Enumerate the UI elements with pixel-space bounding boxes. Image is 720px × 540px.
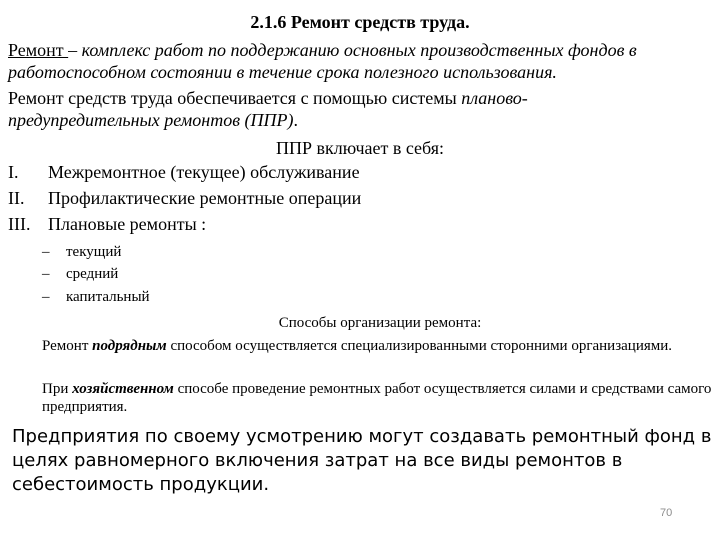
list-dash: – (42, 289, 50, 305)
ppr-intro-italic-start: планово- (461, 88, 528, 108)
ppr-intro-line-1 (8, 87, 714, 109)
contract-method-paragraph (42, 337, 712, 355)
repair-fund-line-3: себестоимость продукции. (12, 474, 270, 495)
definition-text-start: – комплекс работ по поддержанию основных производственных фондов в (68, 40, 637, 60)
ppr-intro-line-2 (8, 109, 714, 131)
inhouse-method-term: хозяйственном (72, 381, 174, 397)
definition-line-2: работоспособном состоянии в течение срока полезного использования. (8, 62, 557, 82)
contract-method-text: способом осуществляется специализированными сторонними организациями. (166, 338, 673, 354)
list-dash: – (42, 266, 50, 282)
ppr-item-number: III. (8, 214, 31, 234)
repair-fund-line-1: Предприятия по своему усмотрению могут создавать ремонтный фонд в (12, 426, 712, 447)
repair-type-item (42, 287, 150, 307)
repair-fund-paragraph (12, 425, 714, 497)
repair-type-text: средний (66, 266, 119, 282)
page-number: 70 (660, 507, 673, 519)
ppr-item-text: Плановые ремонты : (48, 214, 207, 234)
repair-type-text: текущий (66, 244, 122, 260)
inhouse-method-paragraph (42, 380, 712, 416)
ppr-item (8, 187, 361, 209)
repair-type-item (42, 264, 118, 284)
definition-term: Ремонт (8, 40, 69, 60)
definition-line-1 (8, 39, 714, 61)
repair-definition (8, 39, 714, 83)
ppr-heading: ППР включает в себя: (275, 138, 445, 158)
contract-method-term: подрядным (92, 338, 167, 354)
repair-fund-line-2: целях равномерного включения затрат на все виды ремонтов в (12, 450, 623, 471)
ppr-intro-plain: Ремонт средств труда обеспечивается с помощью системы (8, 88, 462, 108)
inhouse-method-text: способе проведение ремонтных работ осуществляется силами и средствами самого предприятия. (42, 381, 712, 415)
ppr-item-number: I. (8, 162, 19, 182)
page-title: 2.1.6 Ремонт средств труда. (250, 12, 470, 32)
inhouse-method-prefix: При (42, 381, 73, 397)
repair-type-item (42, 242, 121, 262)
ppr-item-number: II. (8, 188, 25, 208)
list-dash: – (42, 244, 50, 260)
ppr-item-text: Профилактические ремонтные операции (48, 188, 362, 208)
contract-method-prefix: Ремонт (42, 338, 93, 354)
ppr-intro-italic-end: предупредительных ремонтов (ППР) (8, 110, 294, 130)
ppr-item-text: Межремонтное (текущее) обслуживание (48, 162, 360, 182)
ppr-intro (8, 87, 714, 131)
methods-heading: Способы организации ремонта: (278, 315, 482, 331)
ppr-item (8, 213, 206, 235)
ppr-intro-period: . (293, 110, 298, 130)
ppr-item (8, 161, 360, 183)
repair-type-text: капитальный (66, 289, 150, 305)
